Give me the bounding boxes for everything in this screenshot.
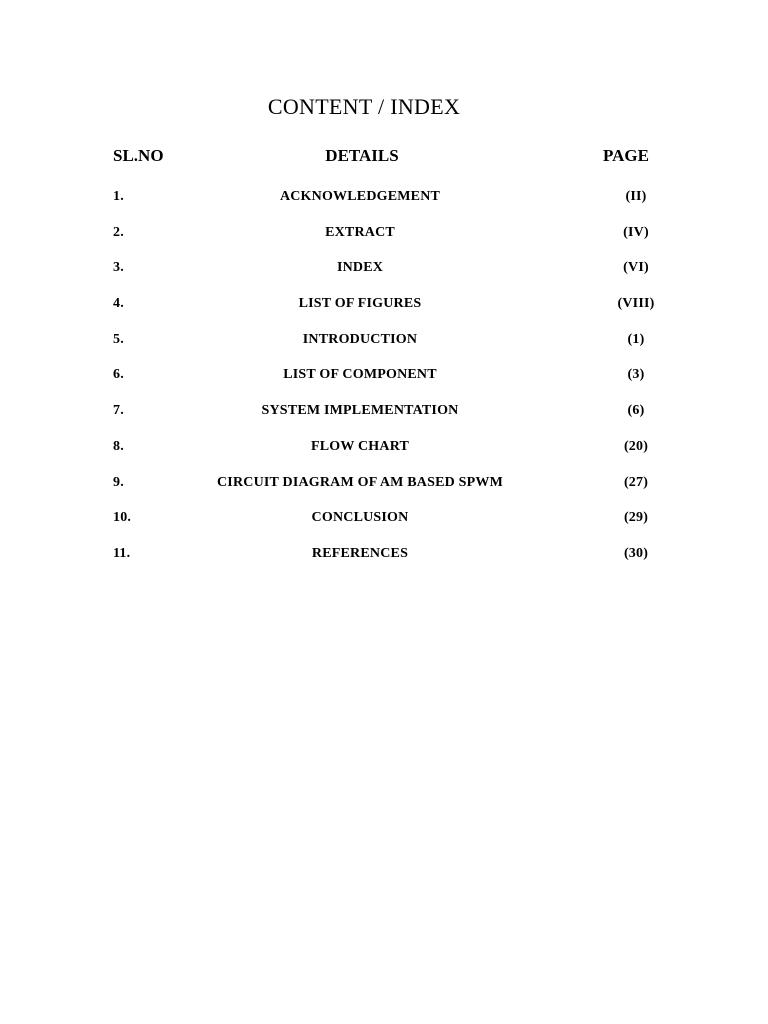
row-page: (3) [627, 367, 645, 383]
row-details: CONCLUSION [311, 510, 409, 526]
table-row [0, 257, 768, 293]
row-page: (VI) [623, 260, 649, 276]
row-page: (30) [623, 545, 649, 561]
table-row [0, 222, 768, 258]
table-row [0, 543, 768, 579]
row-sl-no: 10. [113, 510, 132, 526]
row-details: EXTRACT [325, 224, 395, 240]
table-row [0, 293, 768, 329]
table-header [0, 146, 768, 170]
row-page: (6) [627, 403, 645, 419]
row-sl-no: 1. [113, 189, 124, 204]
row-details: FLOW CHART [310, 438, 410, 454]
row-page: (27) [623, 474, 649, 490]
row-details: INTRODUCTION [302, 331, 418, 347]
row-sl-no: 6. [113, 367, 124, 383]
row-sl-no: 4. [113, 296, 124, 312]
table-row [0, 507, 768, 543]
row-sl-no: 2. [113, 224, 124, 240]
row-page: (29) [623, 510, 649, 526]
row-page: (VIII) [617, 296, 655, 312]
table-row [0, 472, 768, 508]
row-details: ACKNOWLEDGEMENT [279, 189, 441, 204]
row-details: LIST OF COMPONENT [283, 367, 437, 383]
row-page: (1) [627, 331, 645, 347]
row-sl-no: 3. [113, 260, 124, 276]
table-row [0, 329, 768, 365]
page-title: CONTENT / INDEX [267, 94, 461, 119]
row-sl-no: 8. [113, 438, 124, 454]
row-details: SYSTEM IMPLEMENTATION [261, 403, 459, 419]
row-sl-no: 5. [113, 331, 124, 347]
row-page: (II) [625, 189, 647, 204]
header-details: DETAILS [325, 146, 399, 165]
index-table [0, 186, 768, 579]
table-row [0, 400, 768, 436]
row-details: INDEX [336, 260, 384, 276]
table-row [0, 364, 768, 400]
table-row [0, 436, 768, 472]
row-details: LIST OF FIGURES [298, 296, 422, 312]
row-sl-no: 11. [113, 545, 131, 561]
row-page: (20) [623, 438, 649, 454]
header-page: PAGE [603, 146, 649, 165]
row-details: REFERENCES [311, 545, 409, 561]
table-row [0, 186, 768, 222]
row-sl-no: 9. [113, 474, 124, 490]
header-sl-no: SL.NO [113, 146, 164, 165]
row-details: CIRCUIT DIAGRAM OF AM BASED SPWM [216, 474, 504, 490]
row-sl-no: 7. [113, 403, 124, 419]
row-page: (IV) [623, 224, 649, 240]
